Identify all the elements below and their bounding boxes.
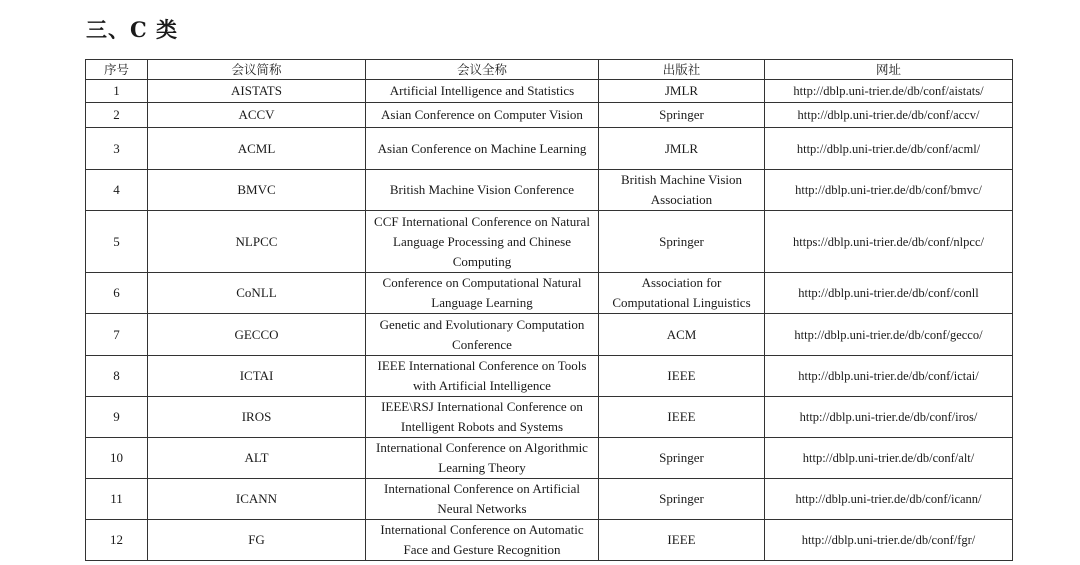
- table-row: [86, 80, 1013, 103]
- row-full-name: Conference on Computational Natural Language Learning: [366, 273, 599, 314]
- row-full-name: International Conference on Artificial Neural Networks: [366, 479, 599, 520]
- row-url: http://dblp.uni-trier.de/db/conf/conll: [765, 273, 1013, 314]
- row-index: 5: [86, 211, 148, 273]
- table-row: [86, 438, 1013, 479]
- section-title: 三、C 类: [86, 17, 179, 42]
- row-publisher: Springer: [599, 211, 765, 273]
- row-index: 10: [86, 438, 148, 479]
- row-index: 2: [86, 103, 148, 128]
- row-publisher: ACM: [599, 314, 765, 356]
- row-publisher: British Machine Vision Association: [599, 170, 765, 211]
- row-publisher: Association for Computational Linguistics: [599, 273, 765, 314]
- row-abbreviation: ACML: [148, 128, 366, 170]
- row-full-name: International Conference on Automatic Face and Gesture Recognition: [366, 520, 599, 561]
- row-index: 1: [86, 80, 148, 103]
- row-abbreviation: NLPCC: [148, 211, 366, 273]
- table-row: [86, 356, 1013, 397]
- row-abbreviation: ALT: [148, 438, 366, 479]
- row-publisher: JMLR: [599, 80, 765, 103]
- row-index: 12: [86, 520, 148, 561]
- row-publisher: IEEE: [599, 520, 765, 561]
- row-full-name: Asian Conference on Machine Learning: [366, 128, 599, 170]
- conference-table: [85, 59, 1013, 561]
- row-index: 9: [86, 397, 148, 438]
- row-full-name: IEEE International Conference on Tools with Artificial Intelligence: [366, 356, 599, 397]
- row-abbreviation: CoNLL: [148, 273, 366, 314]
- row-url: http://dblp.uni-trier.de/db/conf/fgr/: [765, 520, 1013, 561]
- row-abbreviation: GECCO: [148, 314, 366, 356]
- row-full-name: Genetic and Evolutionary Computation Conference: [366, 314, 599, 356]
- table-row: [86, 103, 1013, 128]
- row-url: https://dblp.uni-trier.de/db/conf/nlpcc/: [765, 211, 1013, 273]
- row-url: http://dblp.uni-trier.de/db/conf/aistats/: [765, 80, 1013, 103]
- row-index: 7: [86, 314, 148, 356]
- row-abbreviation: ACCV: [148, 103, 366, 128]
- header-index: 序号: [86, 60, 148, 80]
- row-abbreviation: ICTAI: [148, 356, 366, 397]
- table-row: [86, 314, 1013, 356]
- row-url: http://dblp.uni-trier.de/db/conf/acml/: [765, 128, 1013, 170]
- row-url: http://dblp.uni-trier.de/db/conf/gecco/: [765, 314, 1013, 356]
- row-index: 3: [86, 128, 148, 170]
- header-publisher: 出版社: [599, 60, 765, 80]
- row-publisher: JMLR: [599, 128, 765, 170]
- table-row: [86, 520, 1013, 561]
- row-index: 6: [86, 273, 148, 314]
- row-url: http://dblp.uni-trier.de/db/conf/ictai/: [765, 356, 1013, 397]
- row-index: 4: [86, 170, 148, 211]
- row-full-name: IEEE\RSJ International Conference on Intelligent Robots and Systems: [366, 397, 599, 438]
- row-abbreviation: ICANN: [148, 479, 366, 520]
- row-publisher: IEEE: [599, 397, 765, 438]
- header-abbreviation: 会议简称: [148, 60, 366, 80]
- table-header-row: [86, 60, 1013, 80]
- row-publisher: Springer: [599, 479, 765, 520]
- table-row: [86, 128, 1013, 170]
- row-publisher: IEEE: [599, 356, 765, 397]
- row-abbreviation: FG: [148, 520, 366, 561]
- row-index: 8: [86, 356, 148, 397]
- table-row: [86, 479, 1013, 520]
- row-url: http://dblp.uni-trier.de/db/conf/iros/: [765, 397, 1013, 438]
- row-index: 11: [86, 479, 148, 520]
- row-publisher: Springer: [599, 103, 765, 128]
- row-url: http://dblp.uni-trier.de/db/conf/icann/: [765, 479, 1013, 520]
- table-row: [86, 170, 1013, 211]
- row-full-name: British Machine Vision Conference: [366, 170, 599, 211]
- row-url: http://dblp.uni-trier.de/db/conf/accv/: [765, 103, 1013, 128]
- table-row: [86, 273, 1013, 314]
- row-url: http://dblp.uni-trier.de/db/conf/bmvc/: [765, 170, 1013, 211]
- header-full-name: 会议全称: [366, 60, 599, 80]
- row-abbreviation: IROS: [148, 397, 366, 438]
- row-full-name: Asian Conference on Computer Vision: [366, 103, 599, 128]
- table-row: [86, 397, 1013, 438]
- row-full-name: Artificial Intelligence and Statistics: [366, 80, 599, 103]
- row-full-name: International Conference on Algorithmic Learning Theory: [366, 438, 599, 479]
- header-url: 网址: [765, 60, 1013, 80]
- row-abbreviation: AISTATS: [148, 80, 366, 103]
- row-url: http://dblp.uni-trier.de/db/conf/alt/: [765, 438, 1013, 479]
- table-row: [86, 211, 1013, 273]
- row-full-name: CCF International Conference on Natural Language Processing and Chinese Computing: [366, 211, 599, 273]
- row-abbreviation: BMVC: [148, 170, 366, 211]
- row-publisher: Springer: [599, 438, 765, 479]
